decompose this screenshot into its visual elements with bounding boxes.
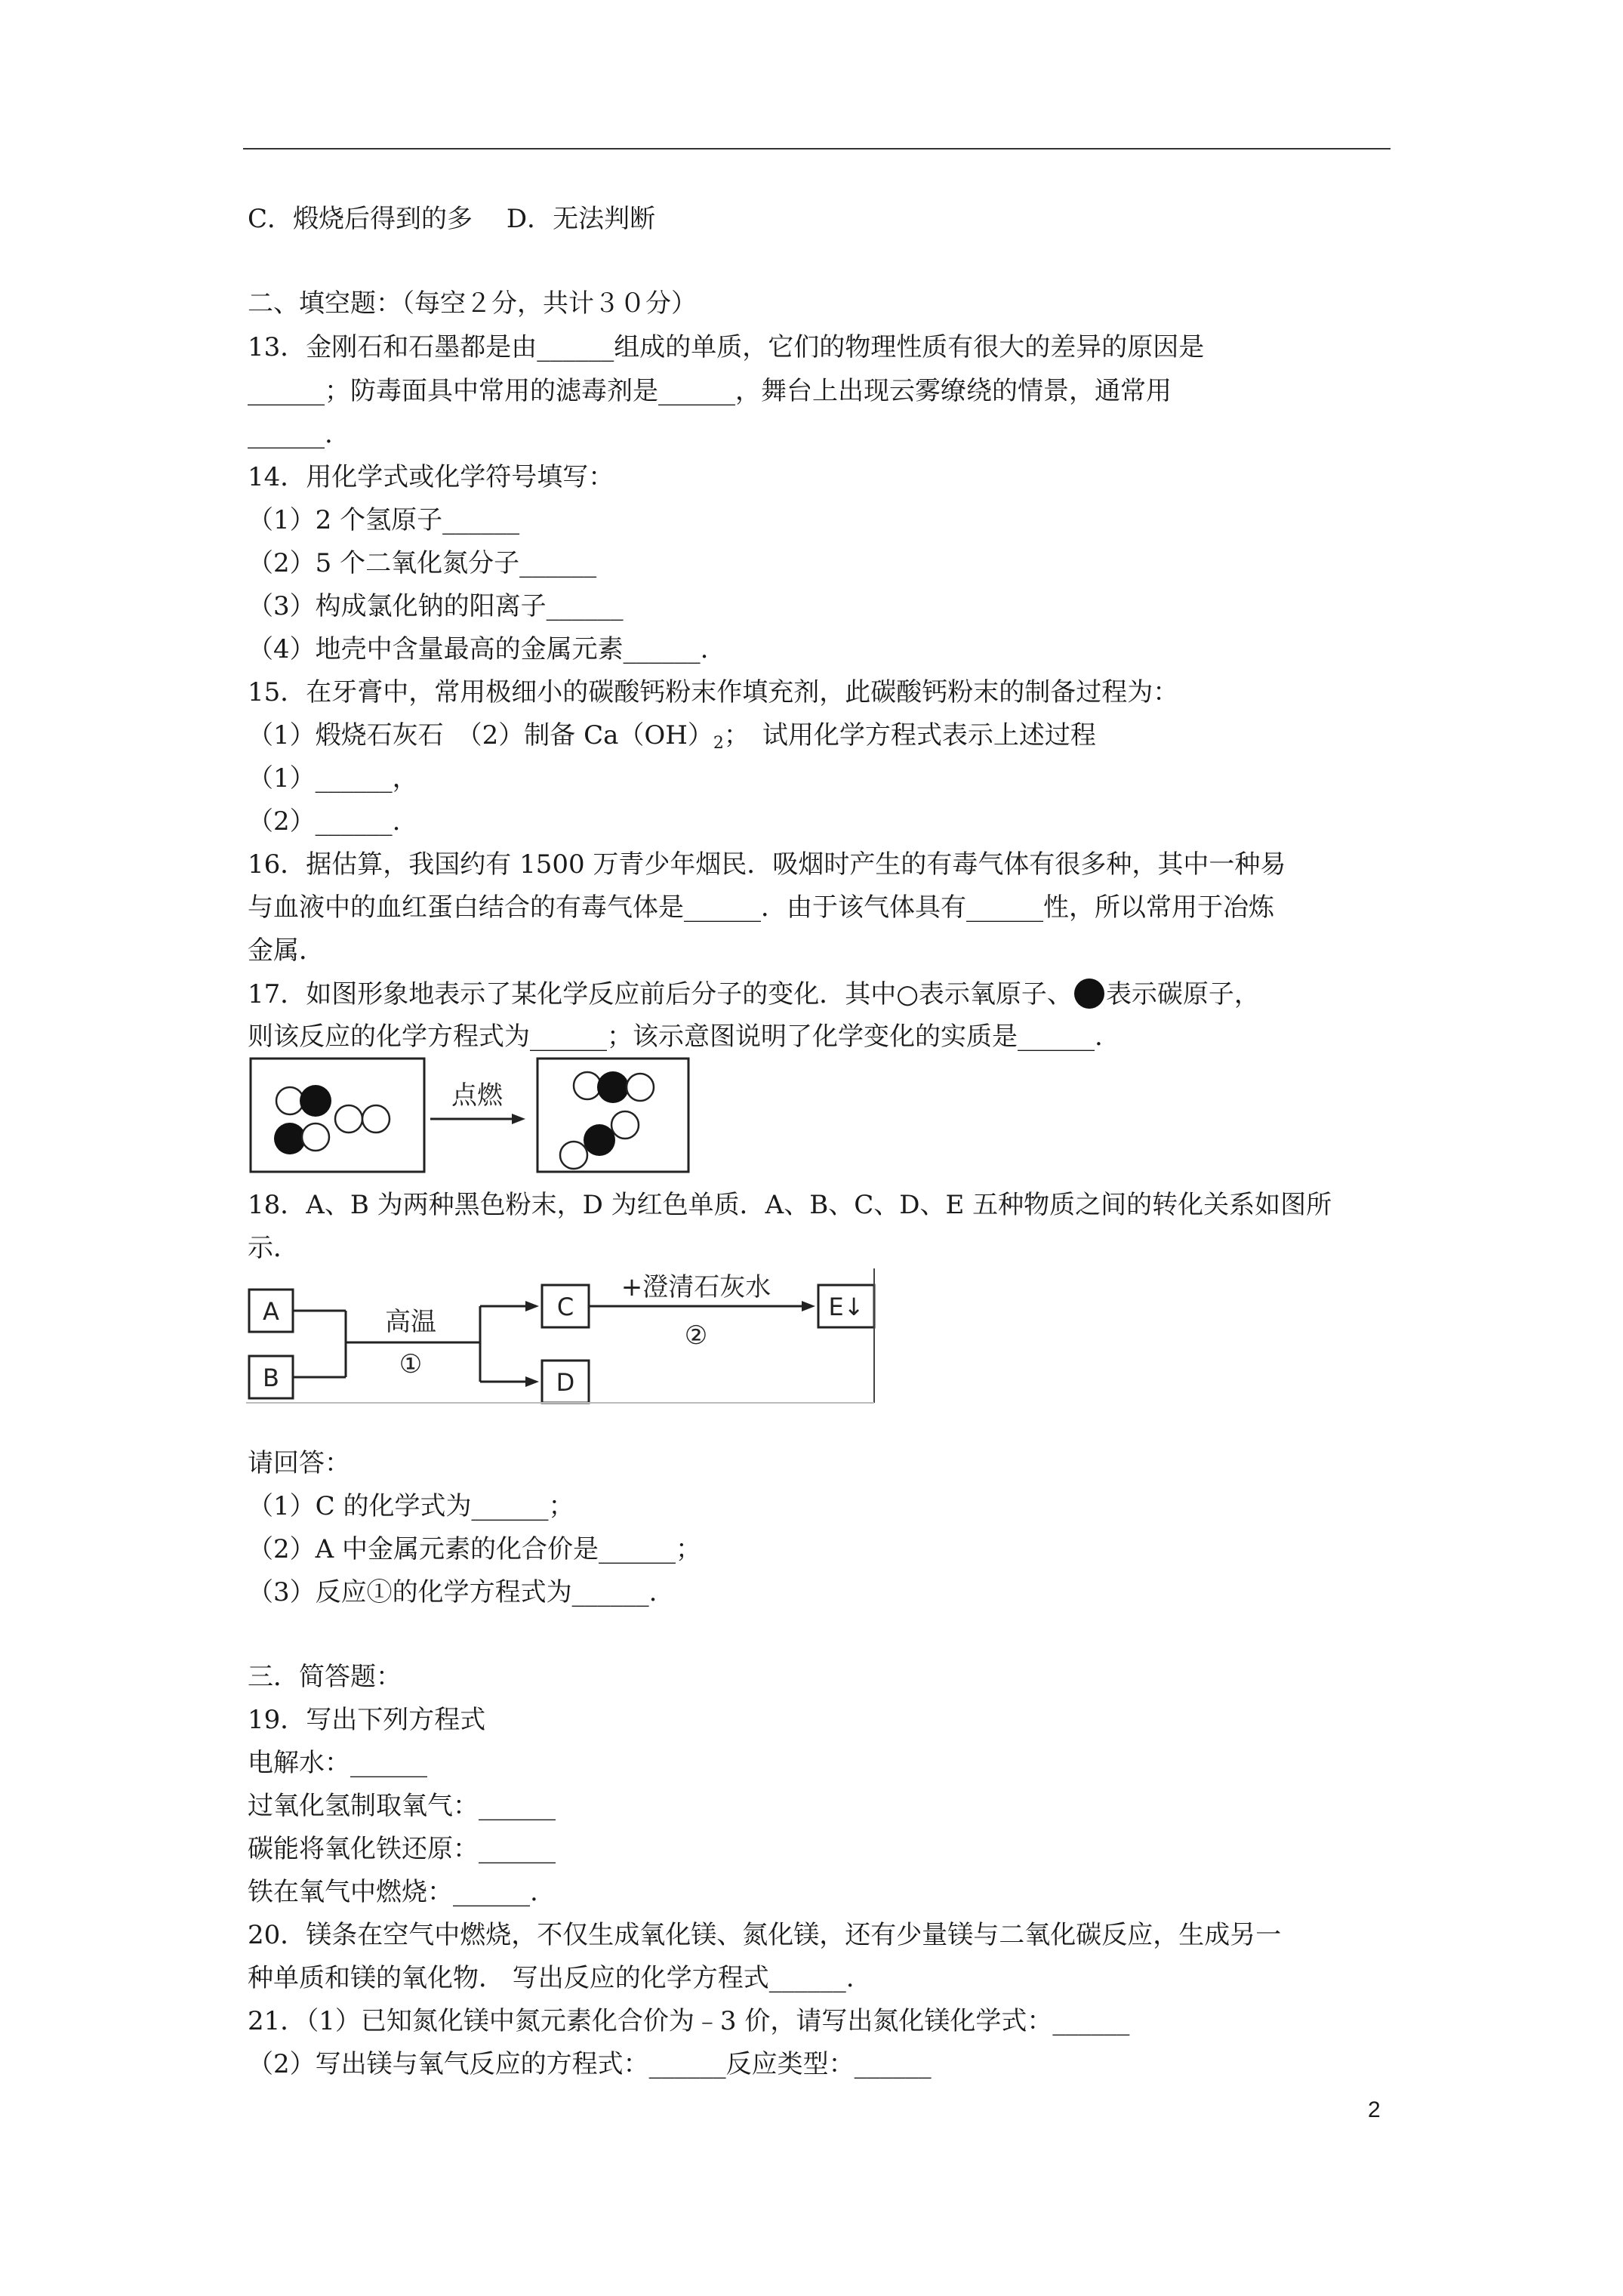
box-b-label: B bbox=[263, 1364, 279, 1392]
text-line: （3）构成氯化钠的阳离子______ bbox=[248, 591, 624, 621]
text-line: 16．据估算，我国约有 1500 万青少年烟民．吸烟时产生的有毒气体有很多种，其中一种易 bbox=[248, 849, 1286, 880]
text-line: 则该反应的化学方程式为______；该示意图说明了化学变化的实质是______. bbox=[248, 1022, 1103, 1052]
q15-subscript: 2 bbox=[713, 734, 724, 753]
text-line: 请回答： bbox=[248, 1448, 350, 1478]
carbon-atom-icon bbox=[584, 1124, 615, 1156]
text-line: 19．写出下列方程式 bbox=[248, 1705, 486, 1735]
reaction-condition-label: 点燃 bbox=[451, 1080, 503, 1111]
text-line: （2）5 个二氧化氮分子______ bbox=[248, 548, 597, 578]
box-a-label: A bbox=[263, 1297, 279, 1326]
oxygen-atom-icon bbox=[627, 1074, 654, 1101]
text-line: 与血液中的血红蛋白结合的有毒气体是______．由于该气体具有______性，所以常用于冶炼 bbox=[248, 892, 1274, 923]
arrow-head-icon bbox=[802, 1301, 815, 1311]
q15-part1: （1）煅烧石灰石 （2）制备 Ca（OH） bbox=[248, 720, 713, 750]
header-rule bbox=[243, 148, 1390, 149]
step-number-2: ② bbox=[684, 1321, 708, 1351]
text-line: （2）______. bbox=[248, 806, 401, 837]
oxygen-atom-icon bbox=[611, 1111, 639, 1139]
text-line: 18．A、B 为两种黑色粉末，D 为红色单质．A、B、C、D、E 五种物质之间的转化关系如图所 bbox=[248, 1190, 1332, 1220]
text-line: （4）地壳中含量最高的金属元素______. bbox=[248, 634, 709, 664]
text-line: （2）写出镁与氧气反应的方程式：______反应类型：______ bbox=[248, 2049, 932, 2079]
carbon-atom-icon bbox=[300, 1085, 331, 1117]
text-line: 示． bbox=[248, 1233, 299, 1263]
box-d-label: D bbox=[556, 1368, 575, 1397]
text-line: 金属． bbox=[248, 935, 325, 966]
text-line: 15．在牙膏中，常用极细小的碳酸钙粉末作填充剂，此碳酸钙粉末的制备过程为： bbox=[248, 677, 1179, 707]
box-e-label: E↓ bbox=[828, 1293, 864, 1321]
text-line: 20．镁条在空气中燃烧，不仅生成氧化镁、氮化镁，还有少量镁与二氧化碳反应，生成另一 bbox=[248, 1920, 1282, 1950]
arrow-head-icon bbox=[525, 1301, 539, 1311]
arrow-head-icon bbox=[525, 1376, 539, 1387]
q17-part2: 表示碳原子， bbox=[1105, 979, 1260, 1009]
text-line: 二、填空题：（每空２分，共计３０分） bbox=[248, 288, 697, 319]
text-line: C．煅烧后得到的多 D．无法判断 bbox=[248, 204, 656, 234]
step-number-1: ① bbox=[399, 1349, 423, 1379]
carbon-atom-icon bbox=[274, 1123, 306, 1154]
oxygen-atom-icon bbox=[335, 1105, 362, 1133]
text-line: 碳能将氧化铁还原：______ bbox=[248, 1834, 556, 1864]
condition-label-1: 高温 bbox=[385, 1307, 436, 1337]
text-line: 种单质和镁的氧化物． 写出反应的化学方程式______. bbox=[248, 1963, 855, 1993]
oxygen-atom-icon bbox=[276, 1087, 303, 1114]
text-line: 三．简答题： bbox=[248, 1662, 402, 1692]
text-line: 过氧化氢制取氧气：______ bbox=[248, 1791, 556, 1821]
text-line: ______. bbox=[248, 419, 333, 449]
text-line: 13．金刚石和石墨都是由______组成的单质，它们的物理性质有很大的差异的原因是 bbox=[248, 332, 1205, 362]
oxygen-atom-icon bbox=[574, 1072, 601, 1099]
text-line: （3）反应①的化学方程式为______. bbox=[248, 1577, 658, 1607]
oxygen-atom-icon bbox=[362, 1105, 390, 1133]
carbon-atom-icon bbox=[1074, 978, 1104, 1009]
carbon-atom-icon bbox=[597, 1071, 629, 1103]
text-line: 21．（1）已知氮化镁中氮元素化合价为﹣3 价，请写出氮化镁化学式：______ bbox=[248, 2006, 1130, 2036]
condition-label-2: +澄清石灰水 bbox=[621, 1272, 771, 1302]
q17-first-line bbox=[248, 978, 1260, 1009]
text-line: ______；防毒面具中常用的滤毒剂是______，舞台上出现云雾缭绕的情景，通常用 bbox=[248, 376, 1172, 406]
text-line: （1）______， bbox=[248, 763, 418, 794]
text-line: 电解水：______ bbox=[248, 1748, 427, 1778]
page-number: 2 bbox=[1368, 2097, 1381, 2122]
oxygen-atom-icon bbox=[560, 1142, 587, 1169]
text-line: （2）A 中金属元素的化合价是______； bbox=[248, 1534, 701, 1564]
conversion-flow-figure bbox=[246, 1268, 880, 1404]
q17-part1: 17．如图形象地表示了某化学反应前后分子的变化．其中○表示氧原子、 bbox=[248, 979, 1073, 1009]
reaction-molecule-figure bbox=[249, 1057, 694, 1178]
oxygen-atom-icon bbox=[302, 1123, 329, 1151]
box-c-label: C bbox=[556, 1293, 574, 1321]
q15-part2: ； 试用化学方程式表示上述过程 bbox=[723, 720, 1096, 750]
text-line: （1）C 的化学式为______； bbox=[248, 1491, 574, 1521]
text-line: （1）2 个氢原子______ bbox=[248, 505, 520, 535]
text-line: 铁在氧气中燃烧：______. bbox=[248, 1877, 538, 1907]
q15-process-line bbox=[248, 720, 1096, 759]
text-line: 14．用化学式或化学符号填写： bbox=[248, 462, 614, 492]
arrow-head-icon bbox=[512, 1114, 525, 1124]
